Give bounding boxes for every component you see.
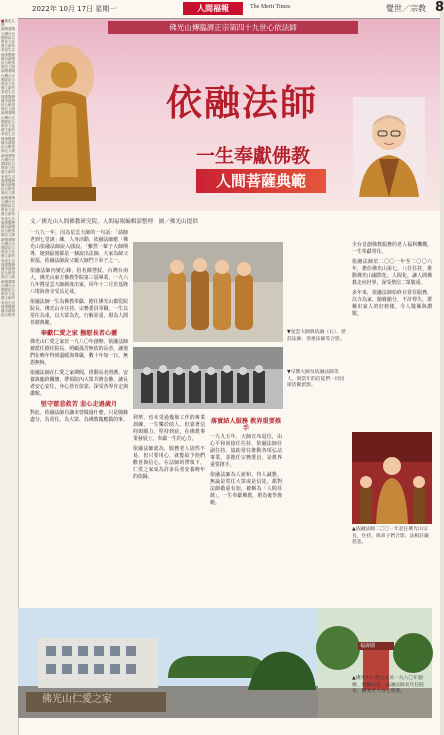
paragraph: 對此，依融法師自謙未曾做過什麼，只是隨緣盡分，為常住、為大眾、為佛教做應做的事。 xyxy=(30,410,128,423)
gate-with-trees-photo xyxy=(318,608,432,718)
section-name: 覺世／宗教 xyxy=(386,4,426,13)
paragraph: 依融法師在仁愛之家期間，推動長者照護、安養與臨終關懷，帶領院內大眾共修念佛，讓長者安心安住，身心皆有依靠，深受各界肯定與讚歎。 xyxy=(30,370,128,397)
paragraph: 全台首創佛教服務的老人福利機構，一生奉獻常住。 xyxy=(352,242,432,255)
paragraph: 依融法師認為，服務老人固然不易，但只要用心，就能給予他們歡喜與信心。在法師的帶領下，仁愛之家成為許多長者安養晚年的依歸。 xyxy=(133,446,205,480)
issue-date: 2022年 10月 17日 星期一 xyxy=(32,5,117,13)
page-margin-index: ■佛光人間 新聞要聞 台灣台北 國際綜合 教育文化 藝文副刊 家庭生活 健康醫療 縣市新聞 綜合報導 佛光人間 新聞要聞 台灣台北 國際綜合 教育文化 藝文副刊 家庭生活 健康醫療 縣市新聞 綜合報導 佛光人間 新聞要聞 台灣台北 國際綜合 教育文化 藝文副刊 家庭生活 健康醫療 縣市新聞 綜合報導 佛光人間 新聞要聞 台灣台北 國際綜合 教育文化 藝文副刊 家庭生活 健康醫療 縣市新聞 綜合報導 佛光人間 新聞要聞 台灣台北 國際綜合 教育文化 藝文副刊 家庭生活 健康醫療 縣市新聞 綜合報導 佛光人間 新聞要聞 台灣台北 國際綜合 教育文化 藝文副刊 家庭生活 健康醫療 縣市新聞 綜合報導 佛光人間 新聞要聞 台灣台北 國際綜合 教育文化 藝文副刊 家庭生活 健康醫療 縣市新聞 綜合報導 xyxy=(0,18,19,735)
hero-subject-banner: 佛光山傳臨濟正宗第四十九世心依法師 xyxy=(108,21,358,34)
paragraph: 佛光山仁愛之家於一九八〇年創辦，依融法師被派任擔任院長，照顧孤苦無依的長者，讓他們在晚年得到溫暖與尊嚴，數十年如一日，無怨無悔。 xyxy=(30,339,128,366)
paragraph: 依融法師內號心緣，俗名陳慧紋，台灣台南人，佛光山東方佛教學院第三屆畢業，一九六九年禮星雲大師剃度出家，同年十二月於基隆八堵海會寺受具足戒。 xyxy=(30,268,128,295)
article-column-3 xyxy=(210,415,282,605)
article-subtitle: 一生奉獻佛教 xyxy=(196,145,311,167)
article-tagline: 人間菩薩典範 xyxy=(196,169,326,193)
building-sign-text: 佛光山仁愛之家 xyxy=(42,694,112,705)
paragraph: 一九九五年，大師宣布退位，由心平和尚接任住持，依融法師任副住持，協助常住推動各項弘法事業，並擔任宗務委員，是教界重要推手。 xyxy=(210,434,282,468)
page-number: 8 xyxy=(435,0,444,15)
page-header xyxy=(18,0,444,19)
paragraph: 依融法師於二〇〇一年至二〇〇六年，擔任佛光山第七、八任住持，推動佛光山國際化、人間化，讓人間佛教走向世界，深受僧信二眾敬重。 xyxy=(352,259,432,286)
photo-caption: ▼早期大師及依融法師等人，與當年的信徒們一同出席活動留影。 xyxy=(287,370,345,389)
paragraph: 一九九一年，因為星雲大師的一句話：「請師老到七堂訓」練，人身活動，依融法師應「佛光山依融法師說入圓寂。「雖然一輩子大師開導，她到最後都是一個說出法師、大家為師父祝福。依融法師說父親大師門下弟子之一。 xyxy=(30,230,128,264)
group-photo-monks xyxy=(133,242,283,342)
section-heading: 落實結人服務 教界重要推手 xyxy=(210,418,282,432)
hero-banner xyxy=(18,19,440,211)
article-title: 依融法師 xyxy=(166,82,319,124)
buddha-statue-image xyxy=(24,37,104,202)
paragraph: 依融法師為人慈和，待人誠懇，無論是常住大眾或是信徒，都對法師敬重有加，被稱為「人間菩薩」，一生奉獻佛教，堪為後學典範。 xyxy=(210,472,282,506)
section-heading: 奉獻仁愛之家 撫慰長者心靈 xyxy=(40,330,118,337)
gate-sign-text: 福壽園 xyxy=(360,643,376,649)
photo-caption: ▲依融法師二〇〇一年起任佛光山宗長、住持，與弟子們合影，法相莊嚴慈悲。 xyxy=(352,527,429,546)
newspaper-logo: 人間福報 xyxy=(183,2,243,15)
master-with-disciples-photo xyxy=(352,432,432,524)
historic-photo-group xyxy=(133,347,283,409)
article-column-4 xyxy=(352,242,432,427)
section-heading: 堅守慈悲救苦 悲心走過歲月 xyxy=(40,401,118,408)
newspaper-logo-english: The Merit Times xyxy=(250,4,291,10)
master-portrait-image xyxy=(353,97,425,197)
paragraph: 多年來，依融法師始終在常住服務，以寺為家，隨緣隨分，不計得失，堪稱出家人的好榜樣，令人敬佩與讚歎。 xyxy=(352,290,432,317)
article-column-2 xyxy=(133,415,205,605)
paragraph: 依融法師一生為佛教奉獻，擔任佛光山都監院院長、佛光山寺住持、宗務委員等職，一生以常住為重，以大眾為先，行解並重，堪為人間菩薩典範。 xyxy=(30,299,128,326)
photo-caption: ▼星雲大師與依融（右）、慈莊法師、慈惠法師等合影。 xyxy=(287,330,346,342)
photo-caption: ▲佛光山仁愛之家於一九八〇年創辦，照顧長者，依融法師長年任院長，關愛老人身心照護。 xyxy=(352,676,424,695)
article-byline: 文／佛光山人間佛教研究院、人間福報編輯部整理 圖／佛光山提供 xyxy=(30,219,198,225)
paragraph: 利華，也未受過幾場工作的專業訓練，一生樂於助人，但靠著信仰與願力，堅持到底，在佛教事業發展上，奉獻一生的心力。 xyxy=(133,415,205,442)
